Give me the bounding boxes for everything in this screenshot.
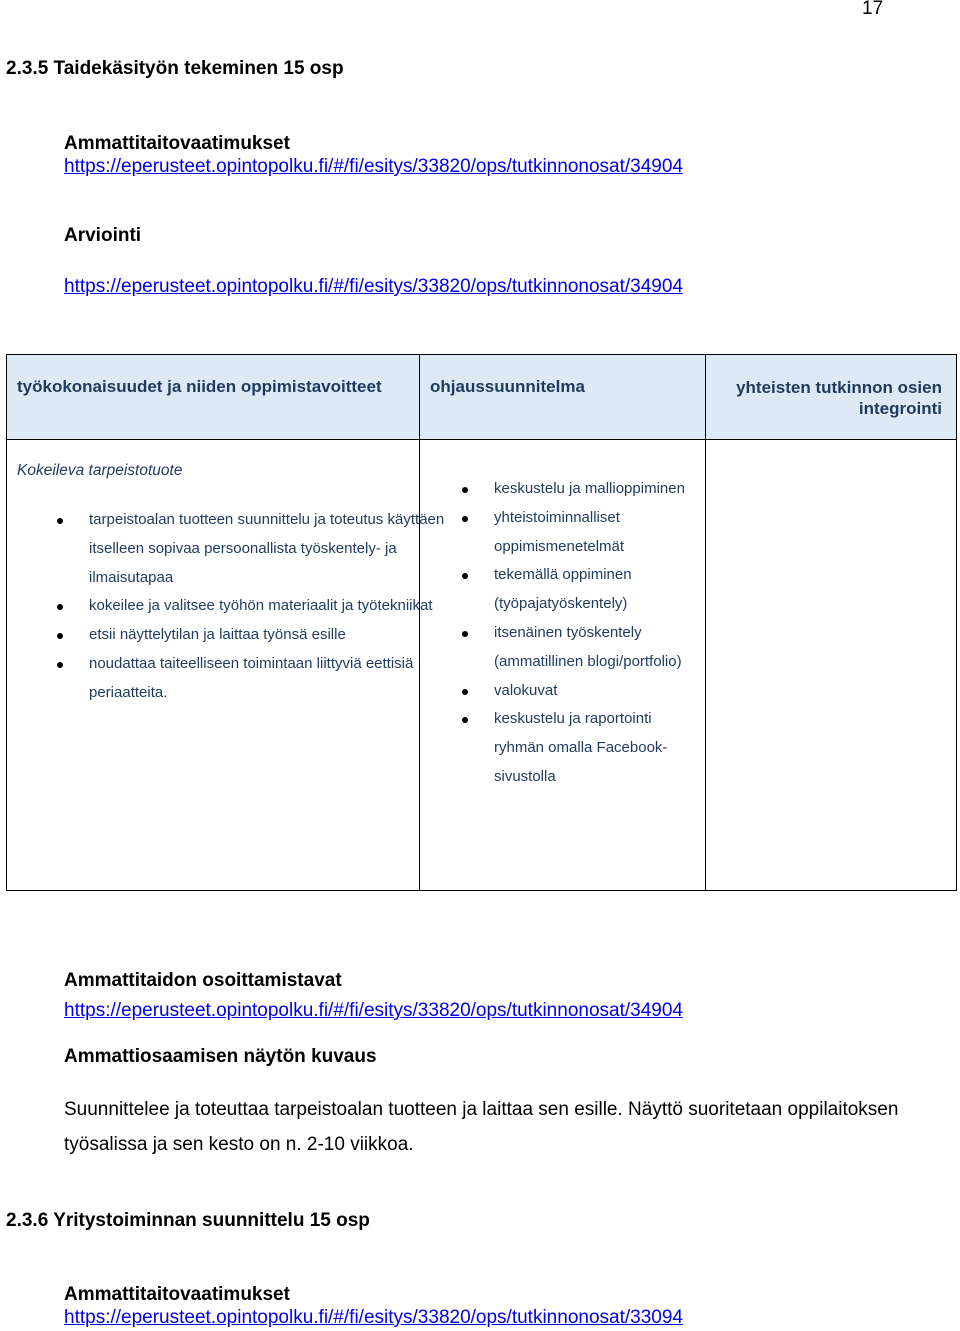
arviointi-heading: Arviointi <box>64 225 142 246</box>
table-body-row <box>7 440 956 890</box>
header-ohjaussuunnitelma: ohjaussuunnitelma <box>419 355 705 440</box>
list-item: valokuvat <box>462 677 702 706</box>
bullet-icon <box>462 487 468 493</box>
bullet-icon <box>462 717 468 723</box>
ammattitaitovaatimukset-link-2[interactable]: https://eperusteet.opintopolku.fi/#/fi/esitys/33820/ops/tutkinnonosat/33094 <box>64 1307 683 1328</box>
cell-integration <box>705 440 956 890</box>
list-item: kokeilee ja valitsee työhön materiaalit ja työtekniikat <box>57 592 452 621</box>
cell-title: Kokeileva tarpeistotuote <box>17 462 183 479</box>
bullet-icon <box>57 633 63 639</box>
bullet-icon <box>57 604 63 610</box>
bullet-icon <box>57 662 63 668</box>
bullet-icon <box>57 518 63 524</box>
section-title-yritystoiminta: 2.3.6 Yritystoiminnan suunnittelu 15 osp <box>6 1210 370 1231</box>
table-header-row <box>7 355 956 440</box>
list-item: etsii näyttelytilan ja laittaa työnsä esille <box>57 621 452 650</box>
naytto-heading: Ammattiosaamisen näytön kuvaus <box>64 1046 377 1067</box>
bullet-icon <box>462 573 468 579</box>
bullet-icon <box>462 689 468 695</box>
ammattitaitovaatimukset-heading: Ammattitaitovaatimukset <box>64 133 290 154</box>
list-item: keskustelu ja mallioppiminen <box>462 475 702 504</box>
ammattitaitovaatimukset-heading-2: Ammattitaitovaatimukset <box>64 1284 290 1305</box>
osoittamistavat-link[interactable]: https://eperusteet.opintopolku.fi/#/fi/esitys/33820/ops/tutkinnonosat/34904 <box>64 1000 683 1021</box>
cell-learning-goals <box>7 440 445 890</box>
header-tyokokonaisuudet: työkokonaisuudet ja niiden oppimistavoitteet <box>17 377 382 396</box>
list-item: yhteistoiminnalliset oppimismenetelmät <box>462 504 702 562</box>
list-item: keskustelu ja raportointi ryhmän omalla Facebook-sivustolla <box>462 705 702 791</box>
header-integrointi: yhteisten tutkinnon osien integrointi <box>705 355 956 440</box>
list-item: tarpeistoalan tuotteen suunnittelu ja toteutus käyttäen itselleen sopivaa persoonallista työskentely- ja ilmaisutapaa <box>57 506 452 592</box>
bullet-icon <box>462 631 468 637</box>
osoittamistavat-heading: Ammattitaidon osoittamistavat <box>64 970 342 991</box>
list-item: noudattaa taiteelliseen toimintaan liittyviä eettisiä periaatteita. <box>57 650 452 708</box>
naytto-description: Suunnittelee ja toteuttaa tarpeistoalan tuotteen ja laittaa sen esille. Näyttö suoritetaan oppilaitoksen työsalissa ja sen kesto on n. 2-10 viikkoa. <box>64 1099 899 1155</box>
arviointi-link[interactable]: https://eperusteet.opintopolku.fi/#/fi/esitys/33820/ops/tutkinnonosat/34904 <box>64 276 683 297</box>
page-number: 17 <box>862 0 884 19</box>
list-item: tekemällä oppiminen (työpajatyöskentely) <box>462 561 702 619</box>
cell-guidance-plan <box>419 440 705 890</box>
goals-list <box>57 506 452 708</box>
bullet-icon <box>462 516 468 522</box>
section-title-taidekasityo: 2.3.5 Taidekäsityön tekeminen 15 osp <box>6 58 344 79</box>
list-item: itsenäinen työskentely (ammatillinen blogi/portfolio) <box>462 619 702 677</box>
ammattitaitovaatimukset-link[interactable]: https://eperusteet.opintopolku.fi/#/fi/esitys/33820/ops/tutkinnonosat/34904 <box>64 156 683 177</box>
guidance-list <box>462 475 702 792</box>
study-plan-table <box>6 354 957 891</box>
